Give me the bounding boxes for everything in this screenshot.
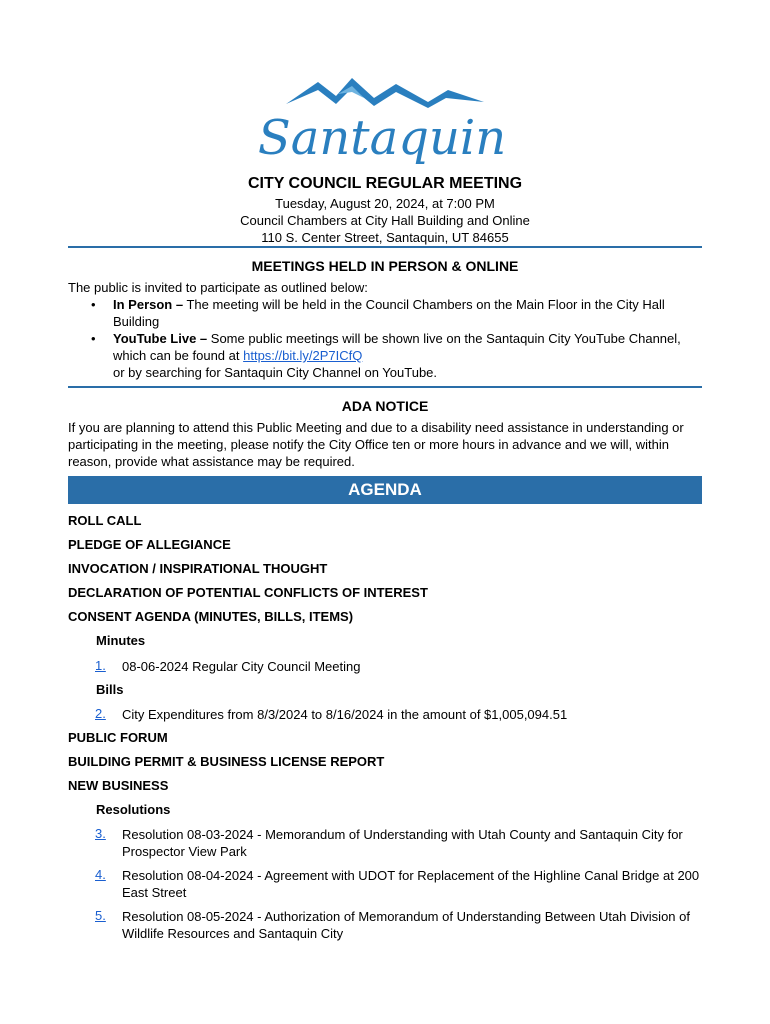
agenda-item-number[interactable]: 1. <box>95 658 106 673</box>
meetings-intro: The public is invited to participate as outlined below: <box>68 280 368 295</box>
agenda-item-text: Resolution 08-05-2024 - Authorization of Memorandum of Understanding Between Utah Division of Wildlife Resources and Santaquin City <box>122 909 690 941</box>
ada-text: If you are planning to attend this Public Meeting and due to a disability need assistance in understanding or participating in the meeting, please notify the City Office ten or more hours in advance and we will, within reason, provide what assistance may be required. <box>68 420 684 469</box>
agenda-item-text: 08-06-2024 Regular City Council Meeting <box>122 659 361 674</box>
meeting-address: 110 S. Center Street, Santaquin, UT 84655 <box>261 230 509 245</box>
meetings-heading: MEETINGS HELD IN PERSON & ONLINE <box>251 258 519 274</box>
section-divider <box>68 246 702 248</box>
agenda-item-text: City Expenditures from 8/3/2024 to 8/16/2024 in the amount of $1,005,094.51 <box>122 707 568 722</box>
section-divider <box>68 386 702 388</box>
youtube-after: or by searching for Santaquin City Channel on YouTube. <box>113 365 438 380</box>
ada-heading: ADA NOTICE <box>341 398 429 414</box>
in-person-label: In Person – <box>113 297 184 312</box>
bills-label: Bills <box>96 682 124 697</box>
agenda-item-number[interactable]: 3. <box>95 826 106 841</box>
bullet-icon: • <box>91 297 96 312</box>
youtube-link[interactable]: https://bit.ly/2P7ICfQ <box>243 348 363 363</box>
meeting-location: Council Chambers at City Hall Building and Online <box>240 213 530 228</box>
declaration: DECLARATION OF POTENTIAL CONFLICTS OF INTEREST <box>68 585 428 600</box>
youtube-text: Some public meetings will be shown live on the Santaquin City YouTube Channel, which can be found at <box>113 331 681 363</box>
youtube-label: YouTube Live – <box>113 331 208 346</box>
agenda-item-number[interactable]: 5. <box>95 908 106 923</box>
youtube-bullet <box>113 330 708 381</box>
santaquin-logo <box>257 72 507 176</box>
agenda-item-number[interactable]: 2. <box>95 706 106 721</box>
pledge: PLEDGE OF ALLEGIANCE <box>68 537 231 552</box>
resolutions-label: Resolutions <box>96 802 171 817</box>
minutes-label: Minutes <box>96 633 146 648</box>
consent-agenda: CONSENT AGENDA (MINUTES, BILLS, ITEMS) <box>68 609 354 624</box>
meeting-title: CITY COUNCIL REGULAR MEETING <box>247 175 523 192</box>
bullet-icon: • <box>91 331 96 346</box>
public-forum: PUBLIC FORUM <box>68 730 168 745</box>
in-person-bullet <box>113 296 708 330</box>
agenda-item-text: Resolution 08-04-2024 - Agreement with UDOT for Replacement of the Highline Canal Bridge at 200 East Street <box>122 868 700 900</box>
agenda-item-text: Resolution 08-03-2024 - Memorandum of Understanding with Utah County and Santaquin City for Prospector View Park <box>122 827 683 859</box>
invocation: INVOCATION / INSPIRATIONAL THOUGHT <box>68 561 328 576</box>
in-person-text: The meeting will be held in the Council Chambers on the Main Floor in the City Hall Building <box>113 297 665 329</box>
agenda-heading: AGENDA <box>68 476 702 504</box>
logo-wordmark: Santaquin <box>257 110 507 166</box>
agenda-item-number[interactable]: 4. <box>95 867 106 882</box>
building-permit-report: BUILDING PERMIT & BUSINESS LICENSE REPORT <box>68 754 385 769</box>
mountain-icon <box>286 78 484 108</box>
new-business: NEW BUSINESS <box>68 778 169 793</box>
roll-call: ROLL CALL <box>68 513 142 528</box>
meeting-date: Tuesday, August 20, 2024, at 7:00 PM <box>275 196 495 211</box>
